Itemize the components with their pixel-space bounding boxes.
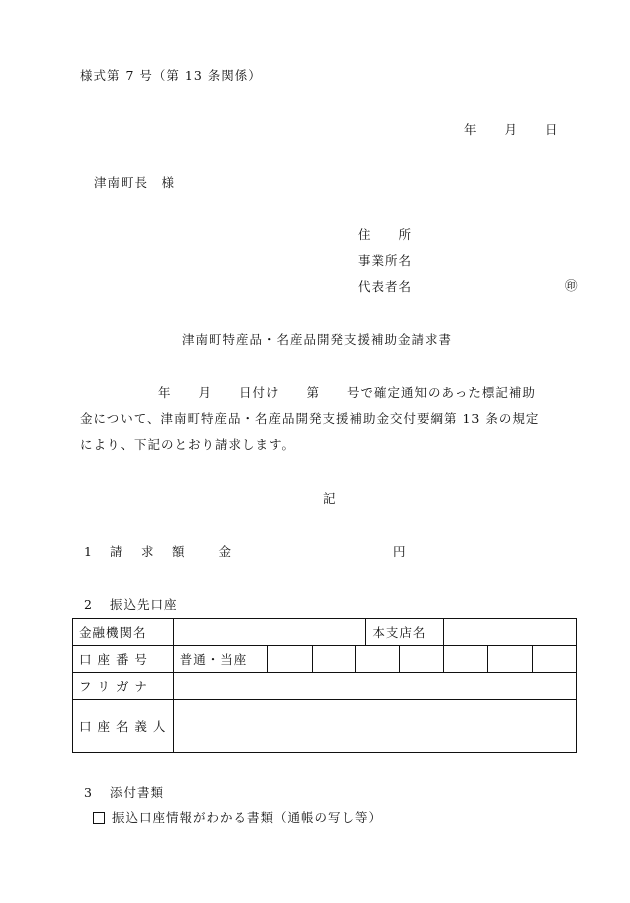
ki-heading: 記 (323, 491, 337, 506)
body-line-1: 年 月 日付け 第 号で確定通知のあった標記補助 (158, 385, 536, 400)
seal-mark: ㊞ (565, 278, 579, 293)
section1-label: 請 求 額 金 (110, 544, 235, 559)
section1-unit: 円 (393, 544, 407, 559)
attachment-checkbox[interactable] (93, 812, 105, 824)
body-line-3: により、下記のとおり請求します。 (80, 437, 296, 452)
date-line: 年 月 日 (464, 122, 559, 137)
body-line-2: 金について、津南町特産品・名産品開発支援補助金交付要綱第 13 条の規定 (80, 411, 540, 426)
account-holder-field[interactable] (173, 700, 576, 753)
address-label: 住 所 (358, 227, 413, 242)
account-digit-1[interactable] (267, 646, 312, 673)
account-digit-2[interactable] (312, 646, 356, 673)
account-digit-5[interactable] (444, 646, 488, 673)
representative-label: 代表者名 (358, 279, 413, 294)
document-title: 津南町特産品・名産品開発支援補助金請求書 (182, 332, 453, 347)
branch-name-label: 本支店名 (366, 619, 444, 646)
account-number-label: 口 座 番 号 (73, 646, 174, 673)
office-name-label: 事業所名 (358, 253, 413, 268)
addressee: 津南町長 様 (94, 175, 176, 190)
section3-number: 3 (84, 785, 93, 800)
attachment-item: 振込口座情報がわかる書類（通帳の写し等） (112, 810, 383, 825)
section1-number: 1 (84, 544, 93, 559)
account-digit-7[interactable] (533, 646, 577, 673)
bank-name-label: 金融機関名 (73, 619, 174, 646)
section2-number: 2 (84, 597, 93, 612)
account-digit-3[interactable] (356, 646, 444, 673)
account-type[interactable]: 普通・当座 (173, 646, 267, 673)
account-digit-6[interactable] (488, 646, 533, 673)
furigana-label: フ リ ガ ナ (73, 673, 174, 700)
section3-label: 添付書類 (110, 785, 165, 800)
branch-name-field[interactable] (444, 619, 577, 646)
bank-name-field[interactable] (173, 619, 366, 646)
furigana-field[interactable] (173, 673, 576, 700)
bank-account-table (72, 618, 577, 753)
section2-label: 振込先口座 (110, 597, 178, 612)
account-holder-label: 口 座 名 義 人 (73, 700, 174, 753)
form-number: 様式第 7 号（第 13 条関係） (80, 68, 262, 83)
